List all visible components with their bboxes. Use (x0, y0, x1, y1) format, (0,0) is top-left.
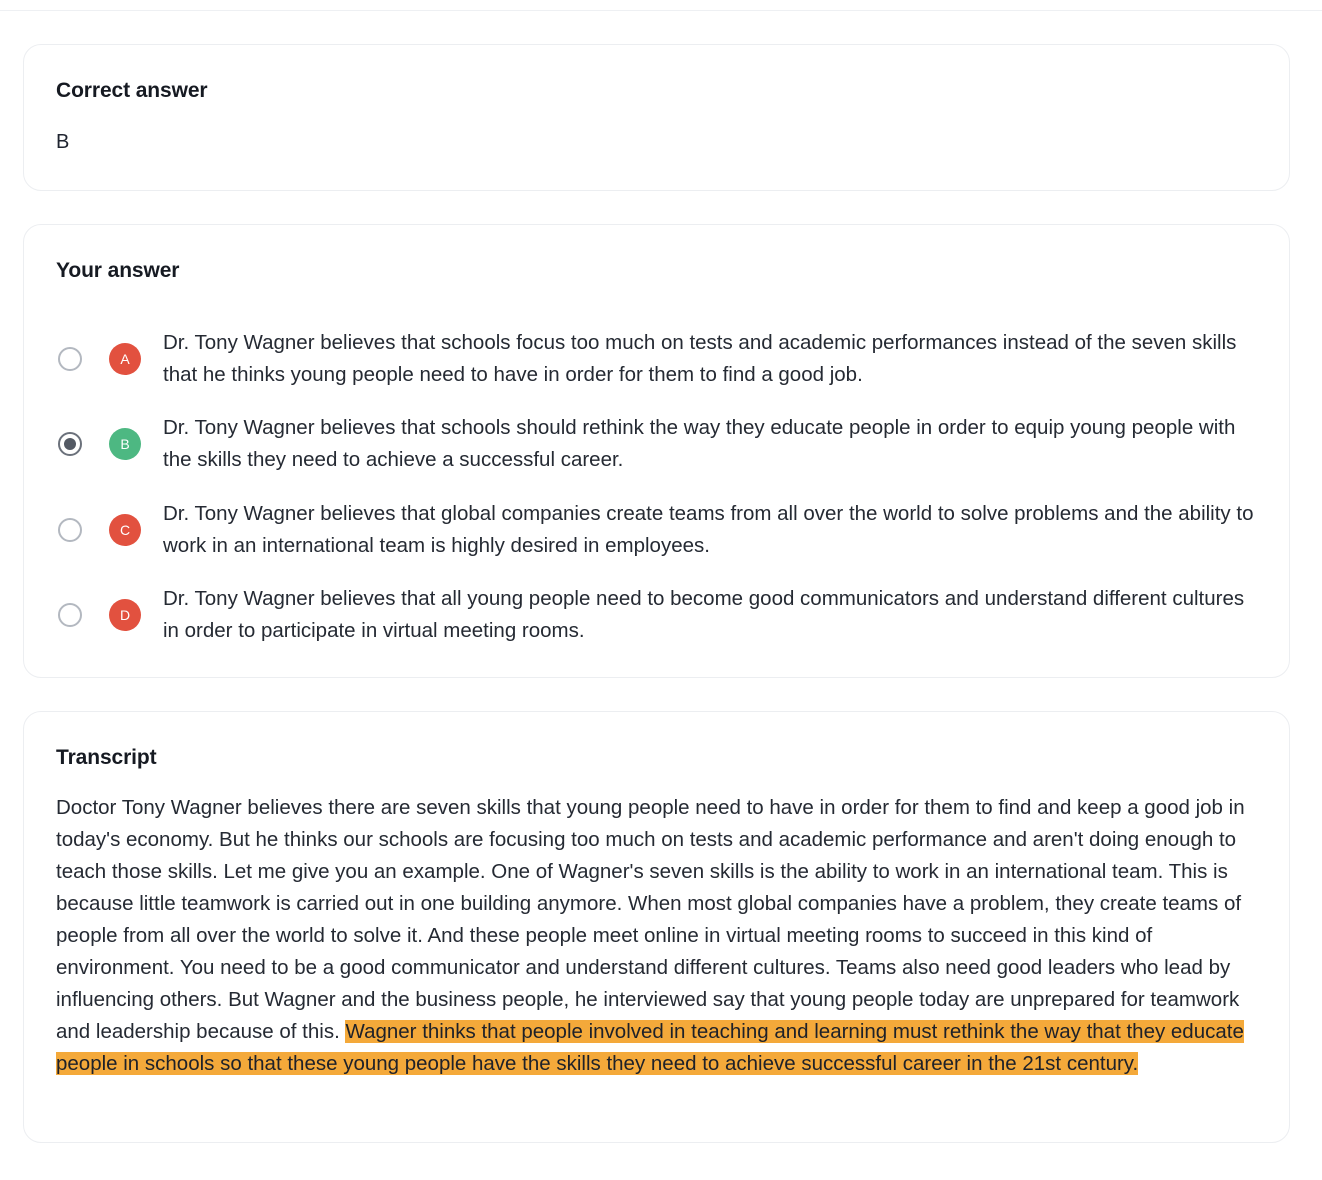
correct-answer-title: Correct answer (56, 79, 208, 102)
transcript-plain-text: Doctor Tony Wagner believes there are seven skills that young people need to have in order for them to find and keep a good job in today's economy. But he thinks our schools are focusing too much on tests and academic performance and aren't doing enough to teach those skills. Let me give you an example. One of Wagner's seven skills is the ability to work in an international team. This is because little teamwork is carried out in one building anymore. When most global companies have a problem, they create teams of people from all over the world to solve it. And these people meet online in virtual meeting rooms to succeed in this kind of environment. You need to be a good communicator and understand different cultures. Teams also need good leaders who lead by influencing others. But Wagner and the business people, he interviewed say that young people today are unprepared for teamwork and leadership because of this. (56, 796, 1245, 1043)
option-badge-c: C (109, 514, 141, 546)
option-text-d: Dr. Tony Wagner believes that all young people need to become good communicators and understand different cultures in order to participate in virtual meeting rooms. (163, 587, 1245, 642)
option-b[interactable] (56, 412, 1256, 482)
option-badge-b: B (109, 428, 141, 460)
your-answer-title: Your answer (56, 259, 180, 282)
transcript-title: Transcript (56, 746, 157, 769)
option-text-a: Dr. Tony Wagner believes that schools focus too much on tests and academic performances instead of the seven skills that he thinks young people need to have in order for them to find a good job. (163, 331, 1237, 386)
option-text-c: Dr. Tony Wagner believes that global companies create teams from all over the world to solve problems and the ability to work in an international team is highly desired in employees. (163, 502, 1254, 557)
correct-answer-value: B (56, 131, 70, 153)
transcript-card (23, 711, 1290, 1143)
option-c[interactable] (56, 498, 1256, 568)
radio-button-d[interactable] (58, 603, 82, 627)
radio-button-a[interactable] (58, 347, 82, 371)
option-text-b: Dr. Tony Wagner believes that schools should rethink the way they educate people in order to equip young people with the skills they need to achieve a successful career. (163, 416, 1236, 471)
correct-answer-card (23, 44, 1290, 191)
option-badge-a: A (109, 343, 141, 375)
option-d[interactable] (56, 583, 1256, 653)
your-answer-card (23, 224, 1290, 678)
radio-button-c[interactable] (58, 518, 82, 542)
option-badge-d: D (109, 599, 141, 631)
top-divider (0, 10, 1322, 11)
transcript-highlighted-text: Wagner thinks that people involved in teaching and learning must rethink the way that they educate people in schools so that these young people have the skills they need to achieve successful career in the 21st century. (56, 1020, 1244, 1075)
radio-button-b[interactable] (58, 432, 82, 456)
transcript-text (56, 792, 1261, 1080)
option-a[interactable] (56, 327, 1256, 397)
